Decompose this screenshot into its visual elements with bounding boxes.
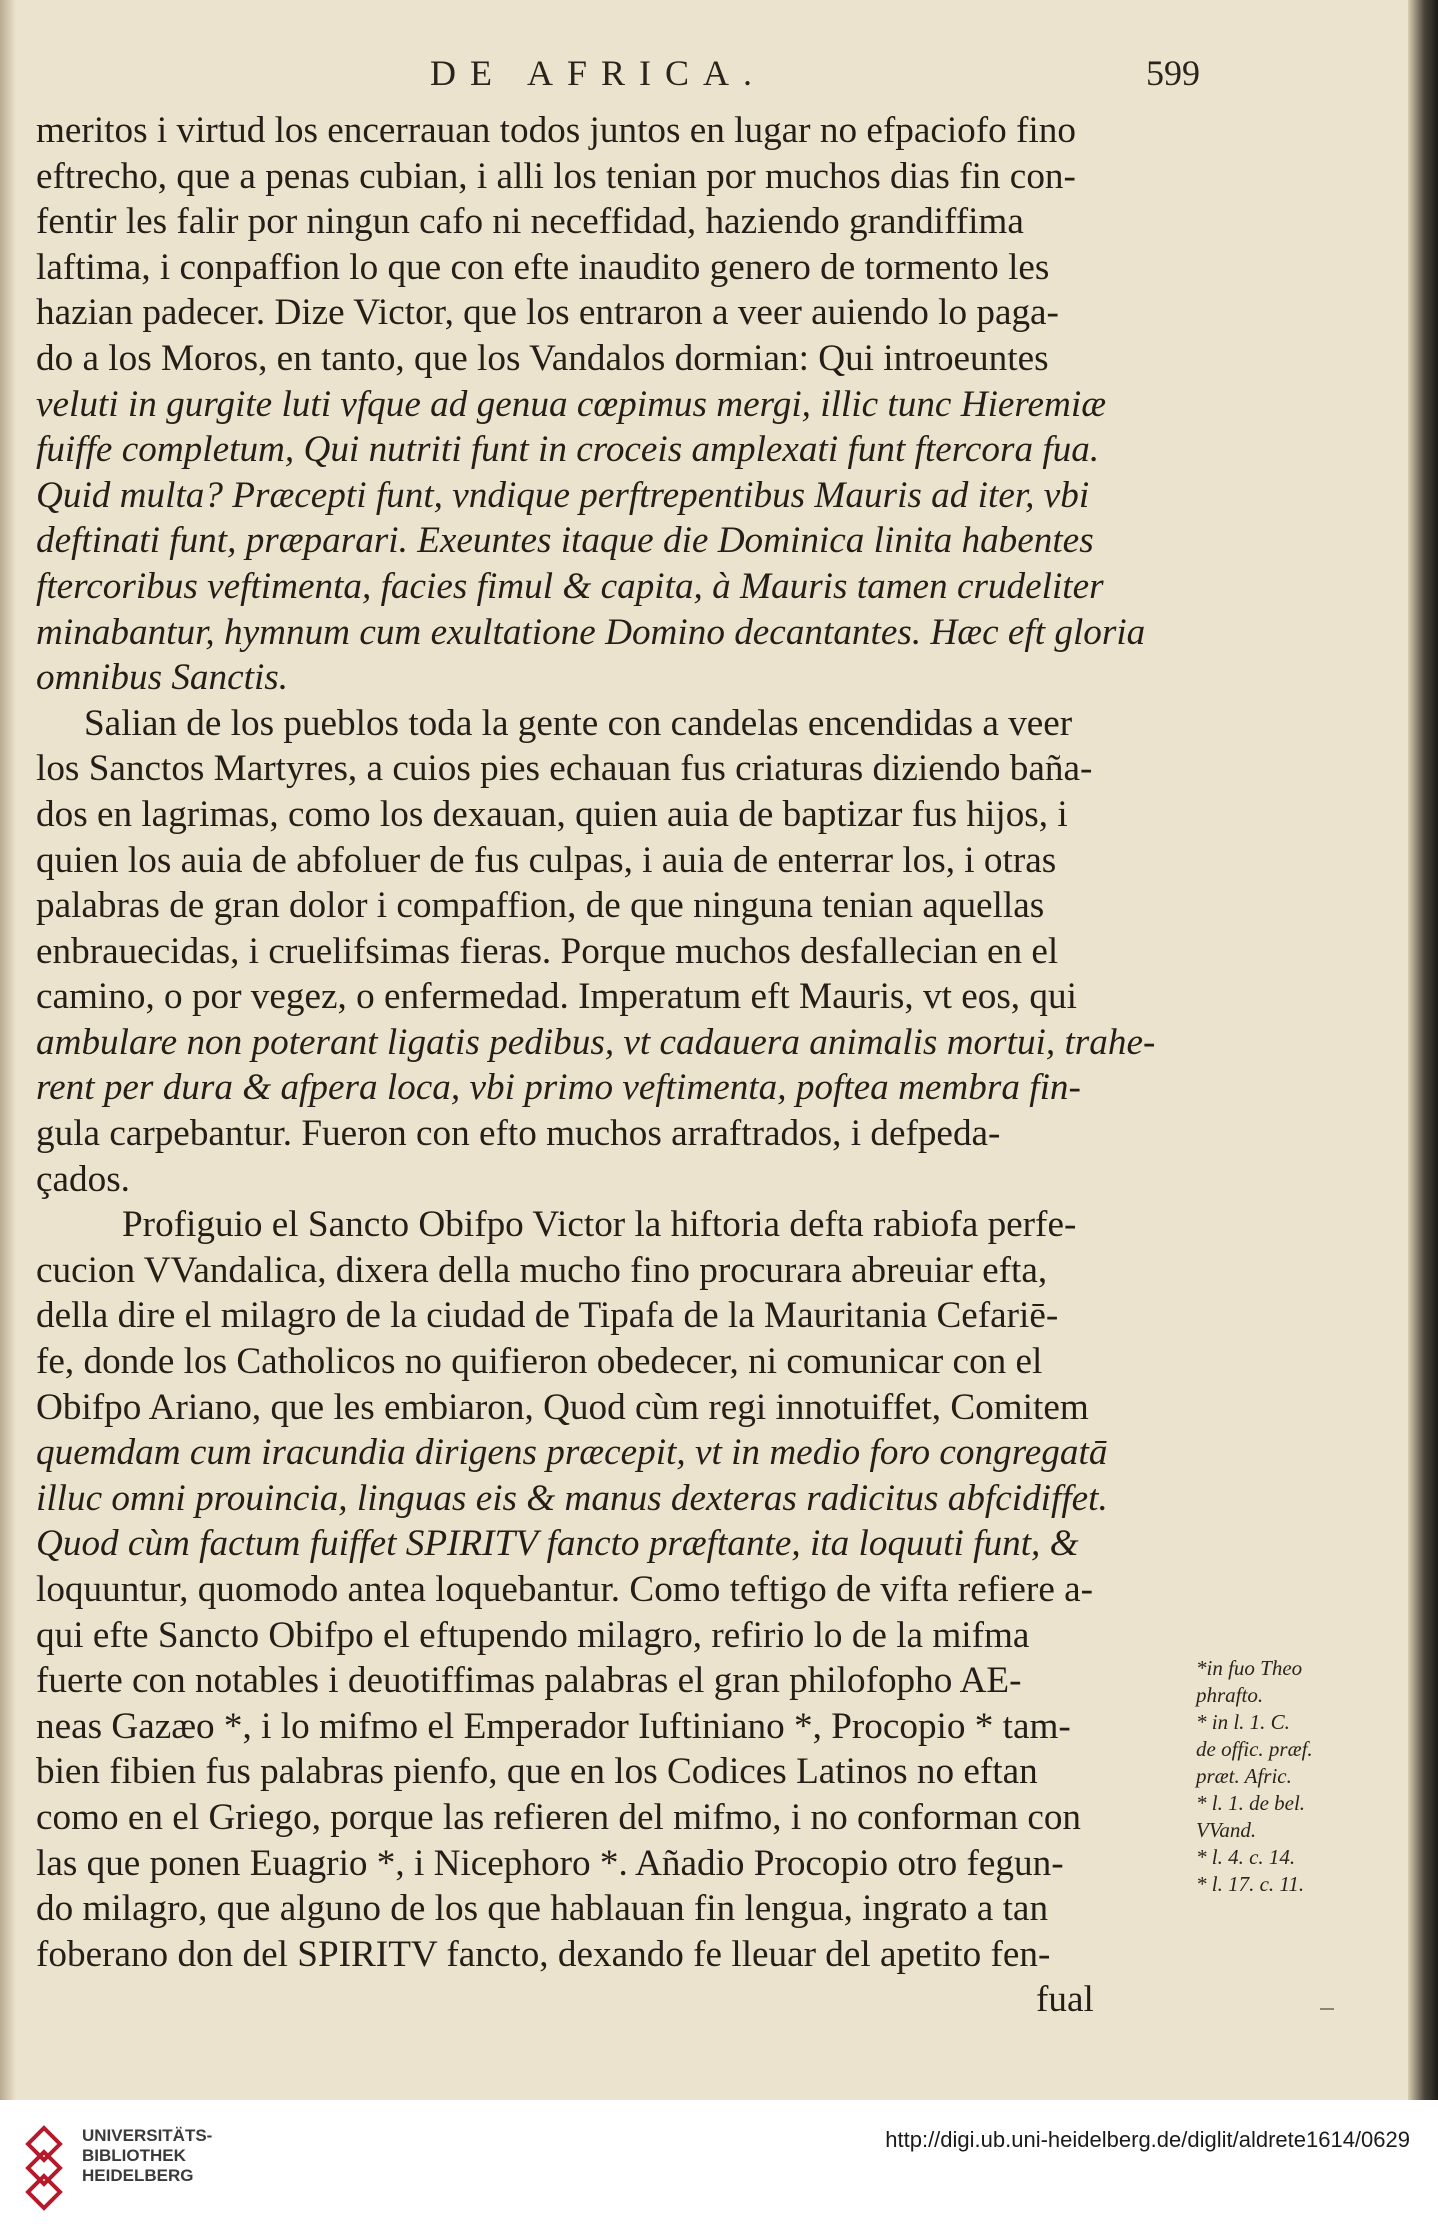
library-name-line: UNIVERSITÄTS- — [82, 2126, 213, 2145]
university-library-logo-icon[interactable] — [24, 2124, 64, 2212]
text-line-latin: omnibus Sanctis. — [36, 657, 289, 699]
margin-note: * l. 1. de bel. — [1196, 1791, 1306, 1815]
printer-mark — [1320, 2008, 1334, 2010]
margin-note: VVand. — [1196, 1818, 1257, 1842]
text-line: qui efte Sancto Obifpo el eftupendo milagro, refirio lo de la mifma — [36, 1614, 1030, 1656]
margin-notes — [1196, 1655, 1346, 1898]
running-title: DE AFRICA. — [430, 53, 767, 93]
text-line-latin: rent per dura & afpera loca, vbi primo veftimenta, poftea membra fin- — [36, 1067, 1081, 1109]
page-header — [400, 52, 1240, 112]
text-line-latin: veluti in gurgite luti vfque ad genua cœpimus mergi, illic tunc Hieremiæ — [36, 383, 1106, 425]
page-gutter-shadow — [0, 0, 16, 2100]
text-line: quien los auia de abfoluer de fus culpas, i auia de enterrar los, i otras — [36, 839, 1057, 881]
text-line: enbrauecidas, i cruelifsimas fieras. Porque muchos desfallecian en el — [36, 930, 1059, 972]
text-line-latin: ambulare non poterant ligatis pedibus, vt cadauera animalis mortui, trahe- — [36, 1021, 1156, 1063]
text-line-latin: ftercoribus veftimenta, facies fimul & capita, à Mauris tamen crudeliter — [36, 565, 1104, 607]
text-line: los Sanctos Martyres, a cuios pies echauan fus criaturas diziendo baña- — [36, 748, 1093, 790]
text-line: gula carpebantur. Fueron con efto muchos arraftrados, i defpeda- — [36, 1113, 1001, 1155]
text-line: Obifpo Ariano, que les embiaron, Quod cùm regi innotuiffet, Comitem — [36, 1386, 1089, 1428]
text-line-latin: minabantur, hymnum cum exultatione Domino decantantes. Hæc eft gloria — [36, 611, 1146, 653]
text-line: della dire el milagro de la ciudad de Tipafa de la Mauritania Cefariē- — [36, 1295, 1059, 1337]
text-line: fentir les falir por ningun cafo ni neceffidad, haziendo grandiffima — [36, 201, 1024, 243]
text-line: camino, o por vegez, o enfermedad. Imperatum eft Mauris, vt eos, qui — [36, 976, 1077, 1018]
text-line: bien fibien fus palabras pienfo, que en los Codices Latinos no eftan — [36, 1751, 1038, 1793]
text-line: las que ponen Euagrio *, i Nicephoro *. Añadio Procopio otro fegun- — [36, 1842, 1064, 1884]
page-number: 599 — [1146, 53, 1200, 93]
text-line: fe, donde los Catholicos no quifieron obedecer, ni comunicar con el — [36, 1341, 1043, 1383]
text-line-latin: illuc omni prouincia, linguas eis & manus dexteras radicitus abfcidiffet. — [36, 1477, 1108, 1519]
text-line-latin: Quid multa? Præcepti funt, vndique perftrepentibus Mauris ad iter, vbi — [36, 474, 1090, 516]
text-line: do a los Moros, en tanto, que los Vandalos dormian: Qui introeuntes — [36, 337, 1049, 379]
text-line: meritos i virtud los encerrauan todos juntos en lugar no efpaciofo fino — [36, 110, 1076, 151]
text-line-latin: quemdam cum iracundia dirigens præcepit, vt in medio foro congregatā — [36, 1432, 1108, 1474]
body-text — [36, 108, 1186, 2023]
text-line: eftrecho, que a penas cubian, i alli los tenian por muchos dias fin con- — [36, 155, 1076, 197]
text-line-latin: Quod cùm factum fuiffet SPIRITV fancto præftante, ita loquuti funt, & — [36, 1523, 1079, 1565]
source-url-link[interactable]: http://digi.ub.uni-heidelberg.de/diglit/aldrete1614/0629 — [885, 2127, 1410, 2152]
margin-note: phrafto. — [1196, 1683, 1264, 1707]
text-line: Profiguio el Sancto Obifpo Victor la hiftoria defta rabiofa perfe- — [122, 1204, 1077, 1246]
margin-note: *in fuo Theo — [1196, 1656, 1303, 1680]
text-line: do milagro, que alguno de los que hablauan fin lengua, ingrato a tan — [36, 1888, 1049, 1930]
text-line: fuerte con notables i deuotiffimas palabras el gran philofopho AE- — [36, 1660, 1022, 1702]
text-line: dos en lagrimas, como los dexauan, quien auia de baptizar fus hijos, i — [36, 793, 1068, 835]
library-name-line: HEIDELBERG — [82, 2166, 194, 2185]
text-line: palabras de gran dolor i compaffion, de que ninguna tenian aquellas — [36, 885, 1045, 927]
margin-note: præt. Afric. — [1196, 1764, 1292, 1788]
library-name[interactable] — [82, 2126, 212, 2186]
page-edge — [1408, 0, 1438, 2100]
text-line-latin: deftinati funt, præparari. Exeuntes itaque die Dominica linita habentes — [36, 520, 1094, 562]
margin-note: * in l. 1. C. — [1196, 1710, 1290, 1734]
text-line: como en el Griego, porque las refieren del mifmo, i no conforman con — [36, 1796, 1082, 1838]
catchword: fual — [1036, 1979, 1094, 2021]
text-line: cucion VVandalica, dixera della mucho fino procurara abreuiar efta, — [36, 1249, 1048, 1291]
text-line-latin: fuiffe completum, Qui nutriti funt in croceis amplexati funt ftercora fua. — [36, 429, 1100, 471]
margin-note: * l. 17. c. 11. — [1196, 1872, 1305, 1896]
margin-note: de offic. præf. — [1196, 1737, 1313, 1761]
text-line: Salian de los pueblos toda la gente con candelas encendidas a veer — [84, 702, 1073, 744]
viewer-footer — [0, 2100, 1438, 2235]
library-name-line: BIBLIOTHEK — [82, 2146, 186, 2165]
text-line: hazian padecer. Dize Victor, que los entraron a veer auiendo lo paga- — [36, 292, 1059, 334]
text-line: laftima, i conpaffion lo que con efte inaudito genero de tormento les — [36, 246, 1050, 288]
text-line: çados. — [36, 1158, 130, 1200]
text-line: loquuntur, quomodo antea loquebantur. Como teftigo de vifta refiere a- — [36, 1569, 1094, 1610]
text-line: foberano don del SPIRITV fancto, dexando fe lleuar del apetito fen- — [36, 1933, 1051, 1975]
margin-note: * l. 4. c. 14. — [1196, 1845, 1296, 1869]
text-line: neas Gazæo *, i lo mifmo el Emperador Iuftiniano *, Procopio * tam- — [36, 1705, 1071, 1747]
